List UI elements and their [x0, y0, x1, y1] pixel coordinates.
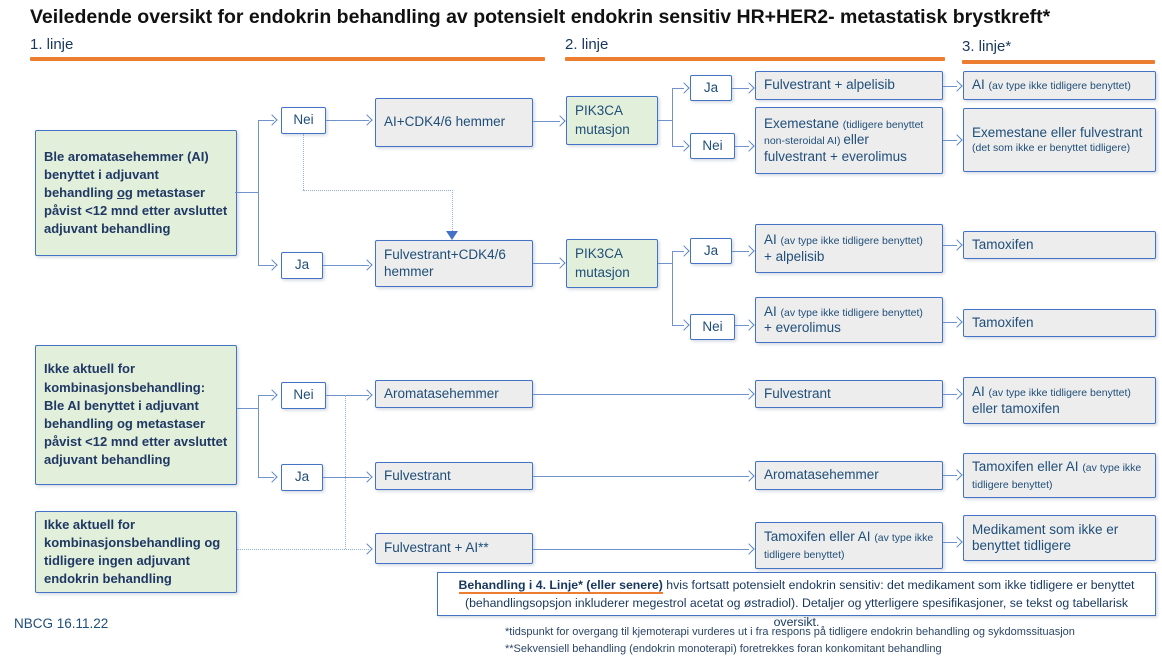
- decision-ja-4: Ja: [281, 464, 323, 491]
- decision-ja-1: Ja: [690, 75, 732, 101]
- node-tamoxifen-1: Tamoxifen: [963, 231, 1156, 259]
- arrowhead: [951, 239, 962, 250]
- arrowhead: [951, 134, 962, 145]
- footnotes: [505, 624, 1075, 658]
- connector-line: [258, 120, 259, 266]
- arrowhead: [266, 259, 277, 270]
- arrowhead: [951, 536, 962, 547]
- node-exemestane-eller-fulvestrant: Exemestane eller fulvestrant (det som ikke er benyttet tidligere): [963, 108, 1156, 172]
- node-tamoxifen-2: Tamoxifen: [963, 309, 1156, 337]
- node-pik3ca-2: PIK3CA mutasjon: [566, 239, 658, 288]
- connector-dotted: [303, 134, 304, 190]
- arrowhead: [951, 388, 962, 399]
- arrowhead: [951, 469, 962, 480]
- connector-dotted: [303, 190, 453, 191]
- node-tamoxifen-eller-ai-2: Tamoxifen eller AI (av type ikke tidligere benyttet): [755, 522, 943, 569]
- decision-nei-2: Nei: [690, 133, 735, 159]
- node-tamoxifen-eller-ai-1: Tamoxifen eller AI (av type ikke tidligere benyttet): [963, 453, 1156, 498]
- arrowhead: [361, 471, 372, 482]
- arrowhead: [266, 389, 277, 400]
- arrowhead: [743, 388, 754, 399]
- node-ai-everolimus: AI (av type ikke tidligere benyttet) + everolimus: [755, 297, 943, 343]
- column-header-2: 2. linje: [565, 36, 609, 53]
- arrowhead: [361, 389, 372, 400]
- source-label: NBCG 16.11.22: [14, 616, 109, 631]
- connector-line: [533, 476, 749, 477]
- connector-dotted: [345, 395, 346, 549]
- page-title: Veiledende oversikt for endokrin behandling av potensielt endokrin sensitiv HR+HER2- metastatisk brystkreft*: [30, 6, 1051, 28]
- arrowhead: [743, 319, 754, 330]
- node-exemestane-everolimus: Exemestane (tidligere benyttet non-steroidal AI) eller fulvestrant + everolimus: [755, 107, 943, 174]
- node-question-2: Ikke aktuell for kombinasjonsbehandling: Ble AI benyttet i adjuvant behandling og metastaser påvist <12 mnd etter avsluttet adjuvant behandling: [35, 345, 237, 485]
- node-fulvestrant-alpelisib: Fulvestrant + alpelisib: [755, 71, 943, 100]
- decision-nei-4: Nei: [281, 382, 326, 409]
- decision-nei-3: Nei: [690, 314, 735, 340]
- node-question-3: Ikke aktuell for kombinasjonsbehandling og tidligere ingen adjuvant endokrin behandling: [35, 511, 237, 593]
- arrowhead: [678, 245, 689, 256]
- arrowhead: [743, 82, 754, 93]
- arrowhead: [951, 316, 962, 327]
- node-aromatasehemmer-1: Aromatasehemmer: [375, 380, 533, 408]
- node-ai-alpelisib: AI (av type ikke tidligere benyttet) + alpelisib: [755, 224, 943, 273]
- decision-nei-1: Nei: [281, 107, 326, 134]
- connector-line: [672, 88, 673, 146]
- connector-line: [235, 192, 258, 193]
- arrowhead: [266, 114, 277, 125]
- arrowhead: [743, 140, 754, 151]
- node-pik3ca-1: PIK3CA mutasjon: [566, 96, 658, 145]
- arrowhead-down: [446, 231, 458, 240]
- arrowhead: [361, 259, 372, 270]
- node-ai-next: AI (av type ikke tidligere benyttet): [963, 71, 1156, 100]
- connector-line: [533, 394, 749, 395]
- node-question-1: Ble aromatasehemmer (AI) benyttet i adjuvant behandling og metastaser påvist <12 mnd etter avsluttet adjuvant behandling: [35, 130, 237, 256]
- footnote-1: *tidspunkt for overgang til kjemoterapi vurderes ut i fra respons på tidligere endokrin behandling og sykdomssituasjon: [505, 626, 1075, 638]
- node-fulvestrant-ai: Fulvestrant + AI**: [375, 533, 533, 564]
- connector-line: [533, 549, 749, 550]
- decision-ja-3: Ja: [690, 238, 732, 264]
- arrowhead: [361, 114, 372, 125]
- arrowhead: [678, 140, 689, 151]
- arrowhead: [951, 80, 962, 91]
- arrowhead: [743, 245, 754, 256]
- column-underline-2: [565, 57, 945, 61]
- connector-line: [237, 408, 258, 409]
- connector-dotted: [237, 549, 369, 550]
- decision-ja-2: Ja: [281, 252, 323, 279]
- arrowhead: [554, 257, 565, 268]
- arrowhead: [743, 470, 754, 481]
- column-header-3: 3. linje*: [962, 38, 1012, 55]
- arrowhead: [678, 319, 689, 330]
- fourth-line-note: Behandling i 4. Linje* (eller senere) hvis fortsatt potensielt endokrin sensitiv: det medikament som ikke tidligere er benyttet (behandlingsopsjon inkluderer megestrol acetat og østradiol). Detaljer og ytterligere spesifikasjoner, se tekst og tabellarisk oversikt.: [437, 572, 1156, 616]
- node-fulvestrant-cdk46: Fulvestrant+CDK4/6 hemmer: [375, 240, 533, 287]
- node-fulvestrant-2line: Fulvestrant: [755, 380, 943, 408]
- connector-line: [658, 120, 672, 121]
- column-underline-1: [30, 57, 545, 61]
- arrowhead: [361, 543, 372, 554]
- arrowhead: [554, 115, 565, 126]
- column-underline-3: [962, 60, 1155, 64]
- node-fulvestrant-1line: Fulvestrant: [375, 462, 533, 490]
- node-medikament-ikke-benyttet: Medikament som ikke er benyttet tidligere: [963, 515, 1156, 561]
- arrowhead: [678, 82, 689, 93]
- node-ai-cdk46: AI+CDK4/6 hemmer: [375, 98, 533, 147]
- footnote-2: **Sekvensiell behandling (endokrin monoterapi) foretrekkes foran konkomitant behandling: [505, 643, 942, 656]
- column-header-1: 1. linje: [30, 36, 74, 53]
- arrowhead: [266, 471, 277, 482]
- connector-line: [658, 263, 672, 264]
- connector-line: [672, 251, 673, 325]
- arrowhead: [743, 543, 754, 554]
- node-ai-eller-tamoxifen: AI (av type ikke tidligere benyttet) eller tamoxifen: [963, 377, 1156, 424]
- connector-dotted: [452, 190, 453, 231]
- connector-line: [258, 395, 259, 477]
- node-aromatasehemmer-2line: Aromatasehemmer: [755, 461, 943, 490]
